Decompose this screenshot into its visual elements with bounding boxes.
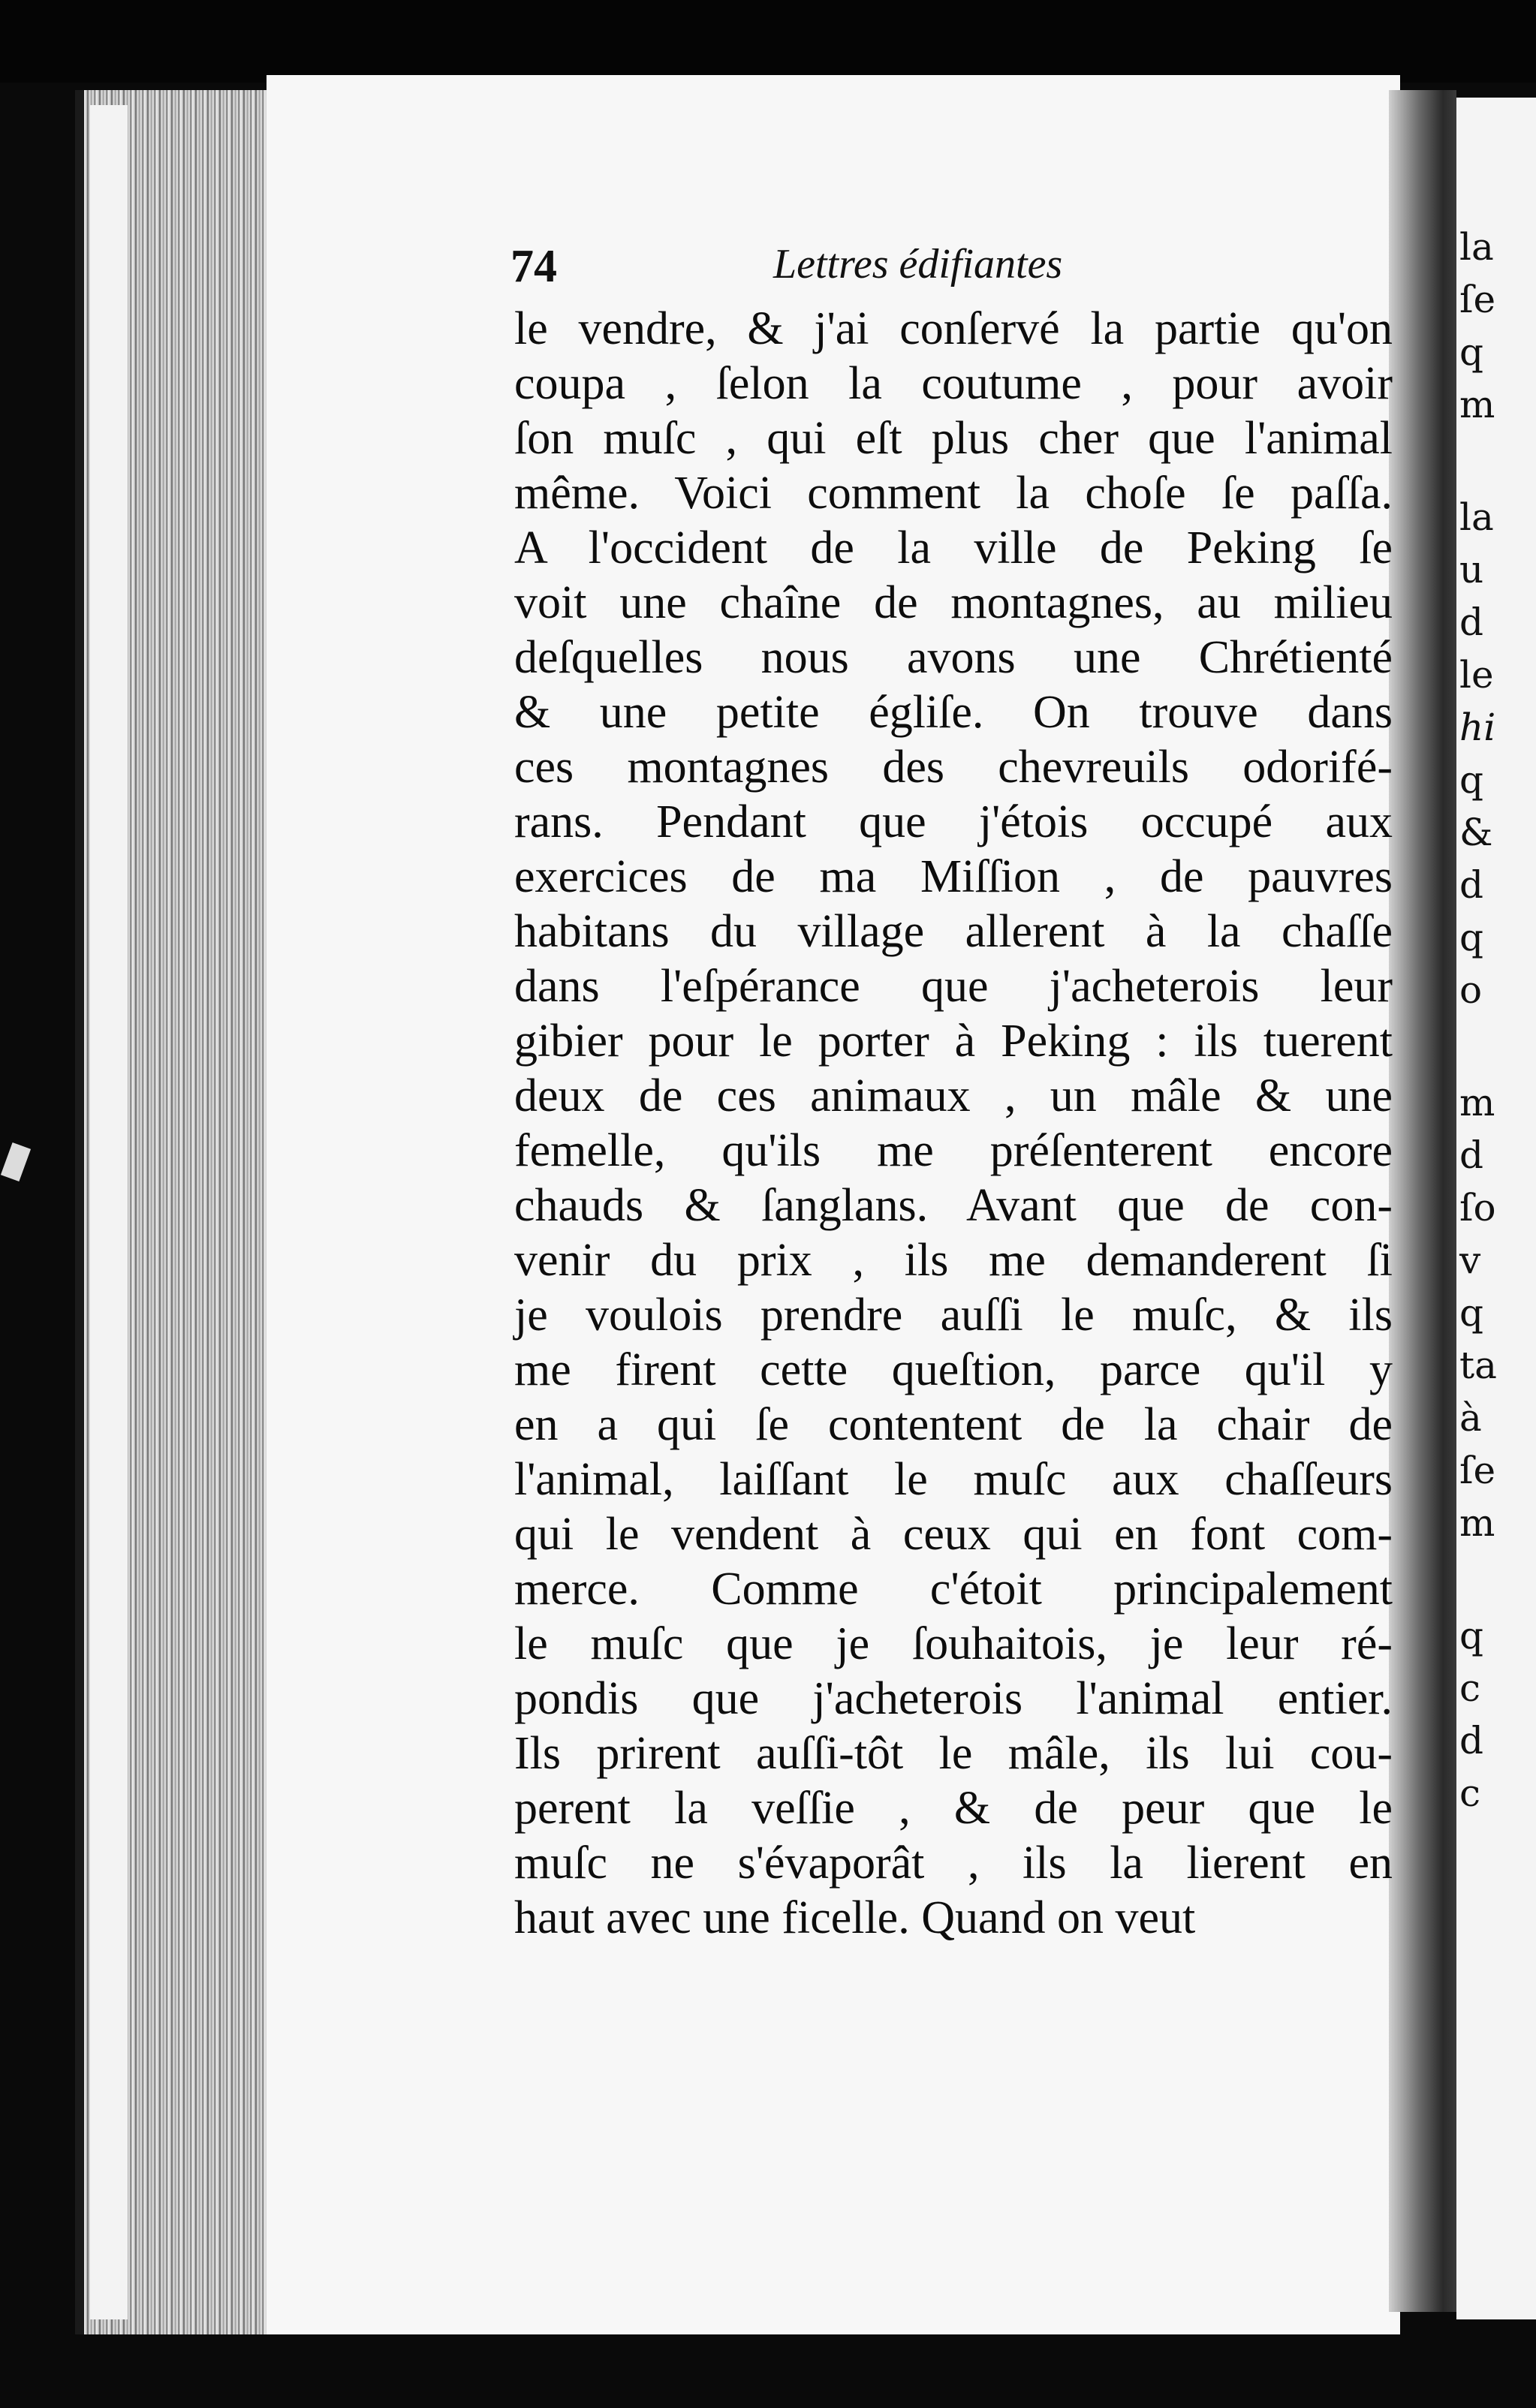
text-line: coupa , ſelon la coutume , pour avoir [514, 358, 1393, 409]
text-line: le vendre, & j'ai conſervé la partie qu'on [514, 303, 1393, 354]
text-line: je voulois prendre auſſi le muſc, & ils [514, 1290, 1393, 1341]
facing-page-fragment: m [1459, 1501, 1495, 1545]
facing-page-fragment: q [1459, 1291, 1484, 1335]
facing-page-fragment: hi [1459, 706, 1496, 749]
facing-page-fragment: c [1459, 1666, 1481, 1710]
facing-page-fragment: ta [1459, 1344, 1497, 1387]
text-line: A l'occident de la ville de Peking ſe [514, 522, 1393, 573]
text-line: exercices de ma Miſſion , de pauvres [514, 851, 1393, 902]
facing-page-fragment: d [1459, 600, 1484, 644]
facing-page-fragment: q [1459, 916, 1484, 959]
facing-page-fragment: la [1459, 495, 1494, 539]
text-line: deux de ces animaux , un mâle & une [514, 1070, 1393, 1121]
text-line: le muſc que je ſouhaitois, je leur ré- [514, 1618, 1393, 1669]
text-line: en a qui ſe contentent de la chair de [514, 1399, 1393, 1450]
text-line: chauds & ſanglans. Avant que de con- [514, 1180, 1393, 1231]
facing-page-fragment: & [1459, 811, 1493, 854]
text-line: gibier pour le porter à Peking : ils tuerent [514, 1016, 1393, 1067]
text-line: habitans du village allerent à la chaſſe [514, 906, 1393, 957]
page-body-text [514, 302, 1393, 1946]
facing-page-fragment: d [1459, 863, 1484, 907]
page-number: 74 [510, 241, 557, 292]
text-line: pondis que j'acheterois l'animal entier. [514, 1673, 1393, 1724]
text-line: ces montagnes des chevreuils odorifé- [514, 742, 1393, 793]
facing-page-fragment: m [1459, 1081, 1495, 1124]
facing-page-fragment: d [1459, 1133, 1484, 1177]
text-line: qui le vendent à ceux qui en font com- [514, 1509, 1393, 1560]
facing-page-fragment: m [1459, 383, 1495, 426]
facing-page-fragment: la [1459, 225, 1494, 269]
text-line: deſquelles nous avons une Chrétienté [514, 632, 1393, 683]
facing-page-fragment: q [1459, 330, 1484, 374]
book-page-edge-highlight [90, 105, 128, 2319]
text-line: même. Voici comment la choſe ſe paſſa. [514, 468, 1393, 519]
facing-page-fragment: à [1459, 1396, 1482, 1440]
text-line: rans. Pendant que j'étois occupé aux [514, 796, 1393, 847]
facing-page-fragment: q [1459, 1614, 1484, 1657]
scanner-bottom-border [0, 2334, 1536, 2408]
text-line: l'animal, laiſſant le muſc aux chaſſeurs [514, 1454, 1393, 1505]
text-line: venir du prix , ils me demanderent ſi [514, 1235, 1393, 1286]
facing-page-fragment: le [1459, 653, 1494, 697]
text-line: me firent cette queſtion, parce qu'il y [514, 1344, 1393, 1395]
text-line: Ils prirent auſſi-tôt le mâle, ils lui cou- [514, 1728, 1393, 1779]
text-line: merce. Comme c'étoit principalement [514, 1564, 1393, 1615]
text-line: dans l'eſpérance que j'acheterois leur [514, 961, 1393, 1012]
facing-page-fragment: ſe [1459, 278, 1496, 321]
facing-page-fragment: v [1459, 1239, 1481, 1282]
text-line: haut avec une ficelle. Quand on veut [514, 1892, 1196, 1943]
running-title: Lettres édifiantes [773, 241, 1063, 287]
text-line: ſon muſc , qui eſt plus cher que l'animal [514, 413, 1393, 464]
scanner-edge-mark [1, 1142, 31, 1181]
book-gutter-shadow [1389, 90, 1456, 2312]
text-line: & une petite égliſe. On trouve dans [514, 687, 1393, 738]
text-line: voit une chaîne de montagnes, au milieu [514, 577, 1393, 628]
facing-page-fragment: c [1459, 1771, 1481, 1815]
facing-page-fragment: q [1459, 758, 1484, 802]
facing-page-fragment: u [1459, 548, 1484, 591]
facing-page [1456, 98, 1536, 2319]
facing-page-fragment: d [1459, 1719, 1484, 1762]
text-line: perent la veſſie , & de peur que le [514, 1783, 1393, 1834]
page-header [510, 240, 1381, 300]
facing-page-fragment: ſe [1459, 1449, 1496, 1492]
text-line: muſc ne s'évaporât , ils la lierent en [514, 1838, 1393, 1889]
scanner-top-border [0, 0, 1536, 83]
text-line: femelle, qu'ils me préſenterent encore [514, 1125, 1393, 1176]
facing-page-fragment: ſo [1459, 1186, 1496, 1230]
facing-page-fragment: o [1459, 968, 1483, 1012]
